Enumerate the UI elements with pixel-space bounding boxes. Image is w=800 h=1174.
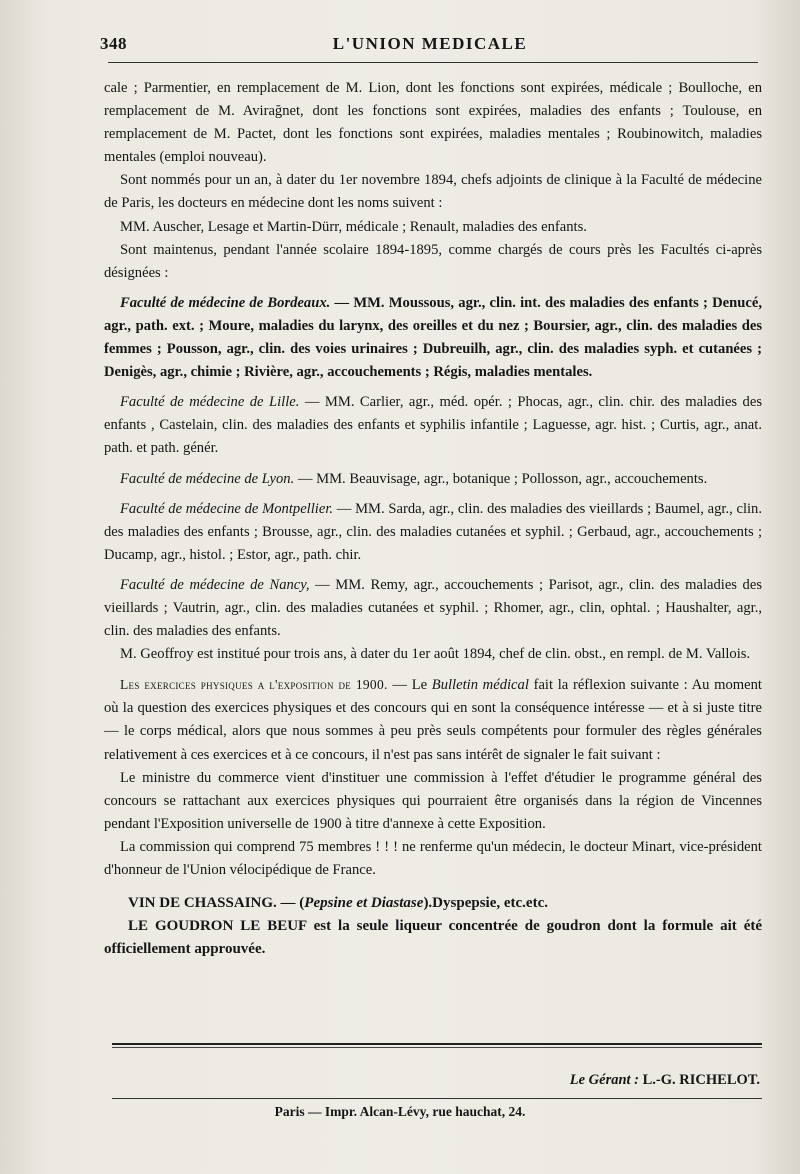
faculty-lille-name: Faculté de médecine de Lille. [120, 394, 300, 411]
exercices-journal: Bulletin médical [431, 677, 529, 694]
gerant-label: Le Gérant : [569, 1072, 640, 1088]
exercices-heading: Les exercices physiques a l'exposition de 1900. [120, 677, 388, 693]
footer-rule-thin [112, 1047, 762, 1048]
gerant-name: L.-G. RICHELOT. [639, 1072, 760, 1088]
faculty-montpellier-name: Faculté de médecine de Montpellier. [120, 500, 334, 517]
ad-vin-suffix: ).Dyspepsie, etc.etc. [423, 895, 548, 912]
faculty-bordeaux-text: — MM. Moussous, agr., clin. int. des maladies des enfants ; Denucé, agr., path. ext. ; Moure, maladies du larynx, des oreilles et du nez ; Boursier, agr., clin. des maladies des femmes ; Pousson, agr., clin. des voies urinaires ; Dubreuilh, agr., clin. des maladies syph. et cutanées ; Denigès, agr., chimie ; Rivière, agr., accouchements ; Régis, maladies mentales. [104, 294, 762, 381]
imprint-rule [112, 1098, 762, 1099]
faculty-lyon-text: — MM. Beauvisage, agr., botanique ; Pollosson, agr., accouchements. [294, 470, 708, 487]
paragraph-exercices [104, 673, 762, 766]
ad-goudron-le-beuf: LE GOUDRON LE BEUF est la seule liqueur concentrée de goudron dont la formule ait été officiellement approuvée. [104, 918, 762, 958]
faculty-lille-text: — MM. Carlier, agr., méd. opér. ; Phocas, agr., clin. chir. des maladies des enfants , Castelain, clin. des maladies des enfants et syphilis infantile ; Laguesse, agr. hist. ; Curtis, agr., anat. path. et path. génér. [104, 394, 763, 457]
exercices-intro: — Le [387, 677, 432, 694]
paragraph-mm-auscher: MM. Auscher, Lesage et Martin-Dürr, médicale ; Renault, maladies des enfants. [120, 218, 587, 235]
journal-title: L'UNION MEDICALE [332, 34, 528, 53]
faculty-lyon [104, 468, 762, 491]
paragraph-chefs-adjoints: Sont nommés pour un an, à dater du 1er novembre 1894, chefs adjoints de clinique à la Faculté de médecine de Paris, les docteurs en médecine dont les noms suivent : [104, 172, 762, 212]
paragraph-ministre: Le ministre du commerce vient d'instituer une commission à l'effet d'étudier le programme général des concours se rattachant aux exercices physiques qui pourraient être organisés dans la région de Vincennes pendant l'Exposition universelle de 1900 à titre d'annexe à cette Exposition. [104, 769, 762, 832]
article-body [104, 77, 762, 961]
faculty-nancy [104, 574, 762, 643]
header-rule [108, 62, 758, 63]
ad-vin-chassaing [104, 892, 762, 915]
ad-vin-italic: Pepsine et Diastase [304, 895, 424, 912]
printer-imprint: Paris — Impr. Alcan-Lévy, rue hauchat, 24. [274, 1104, 526, 1119]
faculty-lyon-name: Faculté de médecine de Lyon. [120, 470, 295, 487]
faculty-montpellier [104, 498, 762, 567]
faculty-bordeaux-name: Faculté de médecine de Bordeaux. [120, 294, 331, 311]
paragraph-appointments: cale ; Parmentier, en remplacement de M. Lion, dont les fonctions sont expirées, médicale ; Boulloche, en remplacement de M. Avirağnet, dont les fonctions sont expirées, maladies des enfants ; Toulouse, en remplacement de M. Pactet, dont les fonctions sont expirées, maladies mentales ; Roubinowitch, maladies mentales (emploi nouveau). [104, 80, 762, 166]
paragraph-commission: La commission qui comprend 75 membres ! ! ! ne renferme qu'un médecin, le docteur Minart, vice-président d'honneur de l'Union vélocipédique de France. [104, 838, 762, 878]
paragraph-geoffroy: M. Geoffroy est institué pour trois ans, à dater du 1er août 1894, chef de clin. obst., en rempl. de M. Vallois. [120, 646, 751, 663]
exercices-text: fait la réflexion suivante : Au moment où la question des exercices physiques et des concours qui en sont la conséquence intéresse — et à si juste titre — le corps médical, alors que nous sommes à peu près seuls compétents pour formuler des règles générales relativement à ces exercices et à ce concours, il n'est pas sans intérêt de signaler le fait suivant : [104, 677, 762, 763]
ad-vin-prefix: VIN DE CHASSAING. — ( [128, 895, 305, 912]
page-number: 348 [100, 34, 127, 53]
faculty-montpellier-text: — MM. Sarda, agr., clin. des maladies des vieillards ; Baumel, agr., clin. des maladies des enfants ; Brousse, agr., clin. des maladies cutanées et syphil. ; Gerbaud, agr., accouchements ; Ducamp, agr., histol. ; Estor, agr., path. chir. [104, 500, 762, 563]
footer-rule-thick [112, 1043, 762, 1045]
gerant-signature [570, 1072, 760, 1089]
page-header [100, 34, 760, 58]
faculty-lille [104, 391, 762, 460]
faculty-bordeaux [104, 292, 762, 384]
faculty-nancy-text: — MM. Remy, agr., accouchements ; Parisot, agr., clin. des maladies des vieillards ; Vautrin, agr., clin. des maladies cutanées et syphil. ; Rhomer, agr., clin, ophtal. ; Haushalter, agr., clin. des maladies des enfants. [104, 576, 763, 640]
paragraph-maintenus: Sont maintenus, pendant l'année scolaire 1894-1895, comme chargés de cours près les Facultés ci-après désignées : [104, 241, 762, 281]
faculty-nancy-name: Faculté de médecine de Nancy, [120, 576, 310, 593]
